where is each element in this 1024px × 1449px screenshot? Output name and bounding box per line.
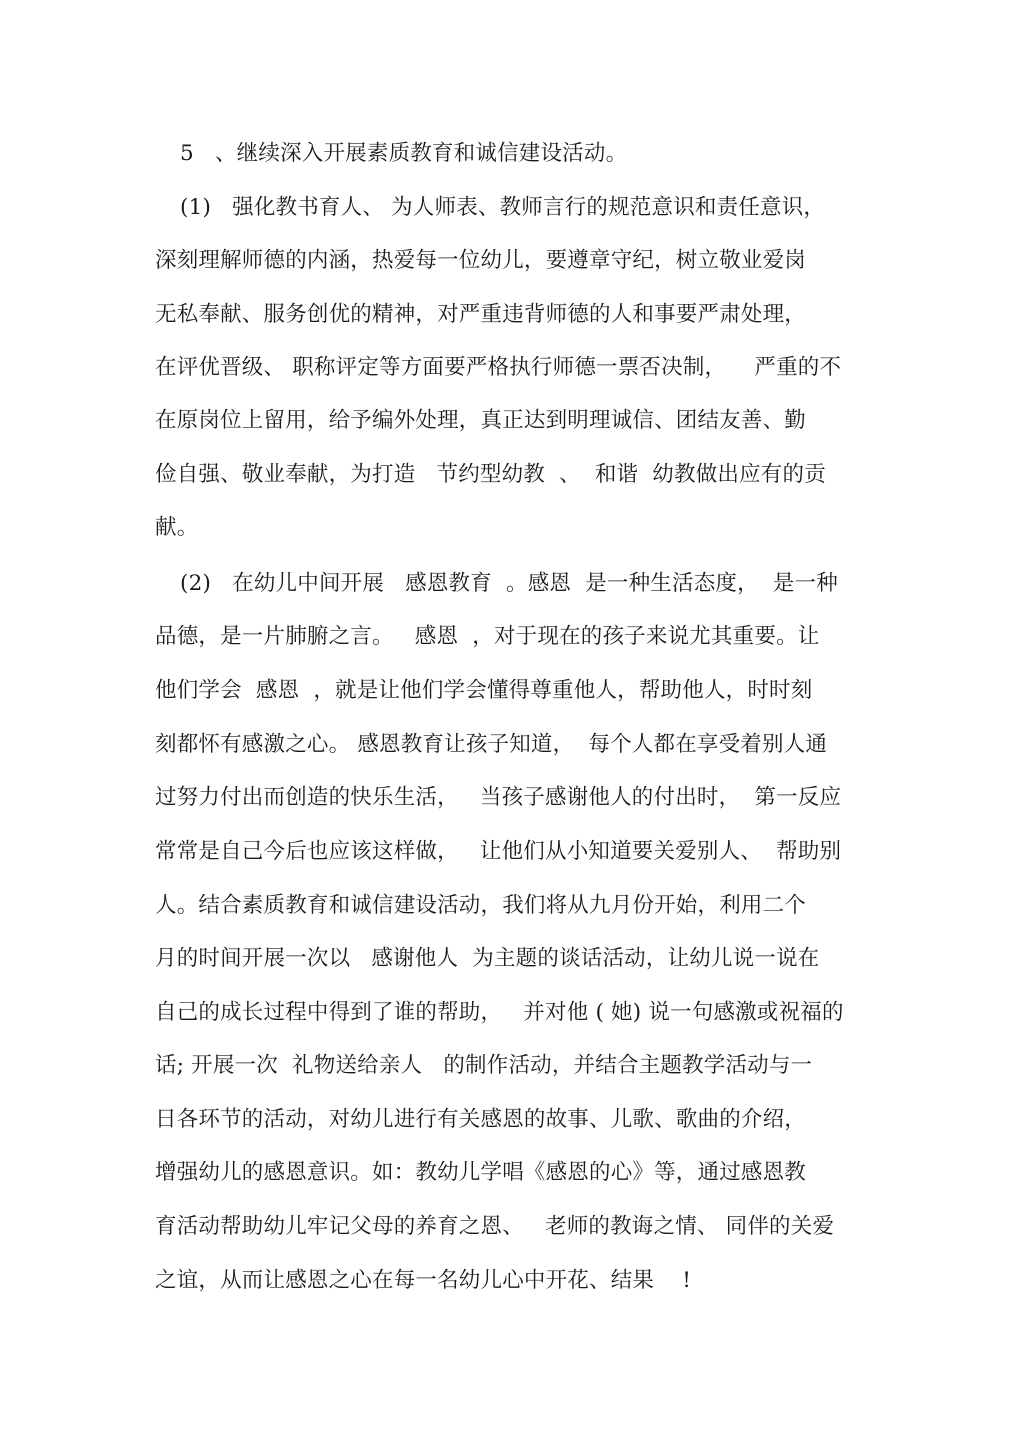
paragraph-line: 日各环节的活动，对幼儿进行有关感恩的故事、儿歌、歌曲的介绍， [155,1107,807,1132]
paragraph-line: 月的时间开展一次以 感谢他人 为主题的谈话活动，让幼儿说一说在 [155,946,820,971]
paragraph-line: (2) 在幼儿中间开展 感恩教育 。感恩 是一种生活态度， 是一种 [180,571,838,596]
paragraph-line: 常常是自己今后也应该这样做， 让他们从小知道要关爱别人、 帮助别 [155,839,842,864]
paragraph-line: (1) 强化教书育人、 为人师表、教师言行的规范意识和责任意识， [180,195,826,220]
paragraph-line: 之谊，从而让感恩之心在每一名幼儿心中开花、结果 ! [155,1268,692,1293]
paragraph-line: 过努力付出而创造的快乐生活， 当孩子感谢他人的付出时， 第一反应 [155,785,842,810]
paragraph-line: 深刻理解师德的内涵，热爱每一位幼儿，要遵章守纪，树立敬业爱岗 [155,248,807,273]
paragraph-line: 他们学会 感恩 ，就是让他们学会懂得尊重他人，帮助他人，时时刻 [155,678,813,703]
paragraph-line: 自己的成长过程中得到了谁的帮助， 并对他 ( 她) 说一句感激或祝福的 [155,1000,844,1025]
paragraph-line: 俭自强、敬业奉献，为打造 节约型幼教 、 和谐 幼教做出应有的贡 [155,462,826,487]
paragraph-line: 品德，是一片肺腑之言。 感恩 ，对于现在的孩子来说尤其重要。让 [155,624,820,649]
paragraph-line: 无私奉献、服务创优的精神，对严重违背师德的人和事要严肃处理， [155,302,807,327]
section-heading: 5 、继续深入开展素质教育和诚信建设活动。 [180,141,628,166]
paragraph-line: 育活动帮助幼儿牢记父母的养育之恩、 老师的教诲之情、 同伴的关爱 [155,1214,835,1239]
paragraph-line: 话; 开展一次 礼物送给亲人 的制作活动，并结合主题教学活动与一 [155,1053,813,1078]
paragraph-line: 在评优晋级、 职称评定等方面要严格执行师德一票否决制， 严重的不 [155,355,842,380]
paragraph-line: 增强幼儿的感恩意识。如：教幼儿学唱《感恩的心》等，通过感恩教 [155,1160,807,1185]
paragraph-line: 人。结合素质教育和诚信建设活动，我们将从九月份开始，利用二个 [155,893,807,918]
paragraph-line: 刻都怀有感激之心。 感恩教育让孩子知道， 每个人都在享受着别人通 [155,732,828,757]
paragraph-line: 献。 [155,515,199,540]
paragraph-line: 在原岗位上留用，给予编外处理，真正达到明理诚信、团结友善、勤 [155,408,807,433]
